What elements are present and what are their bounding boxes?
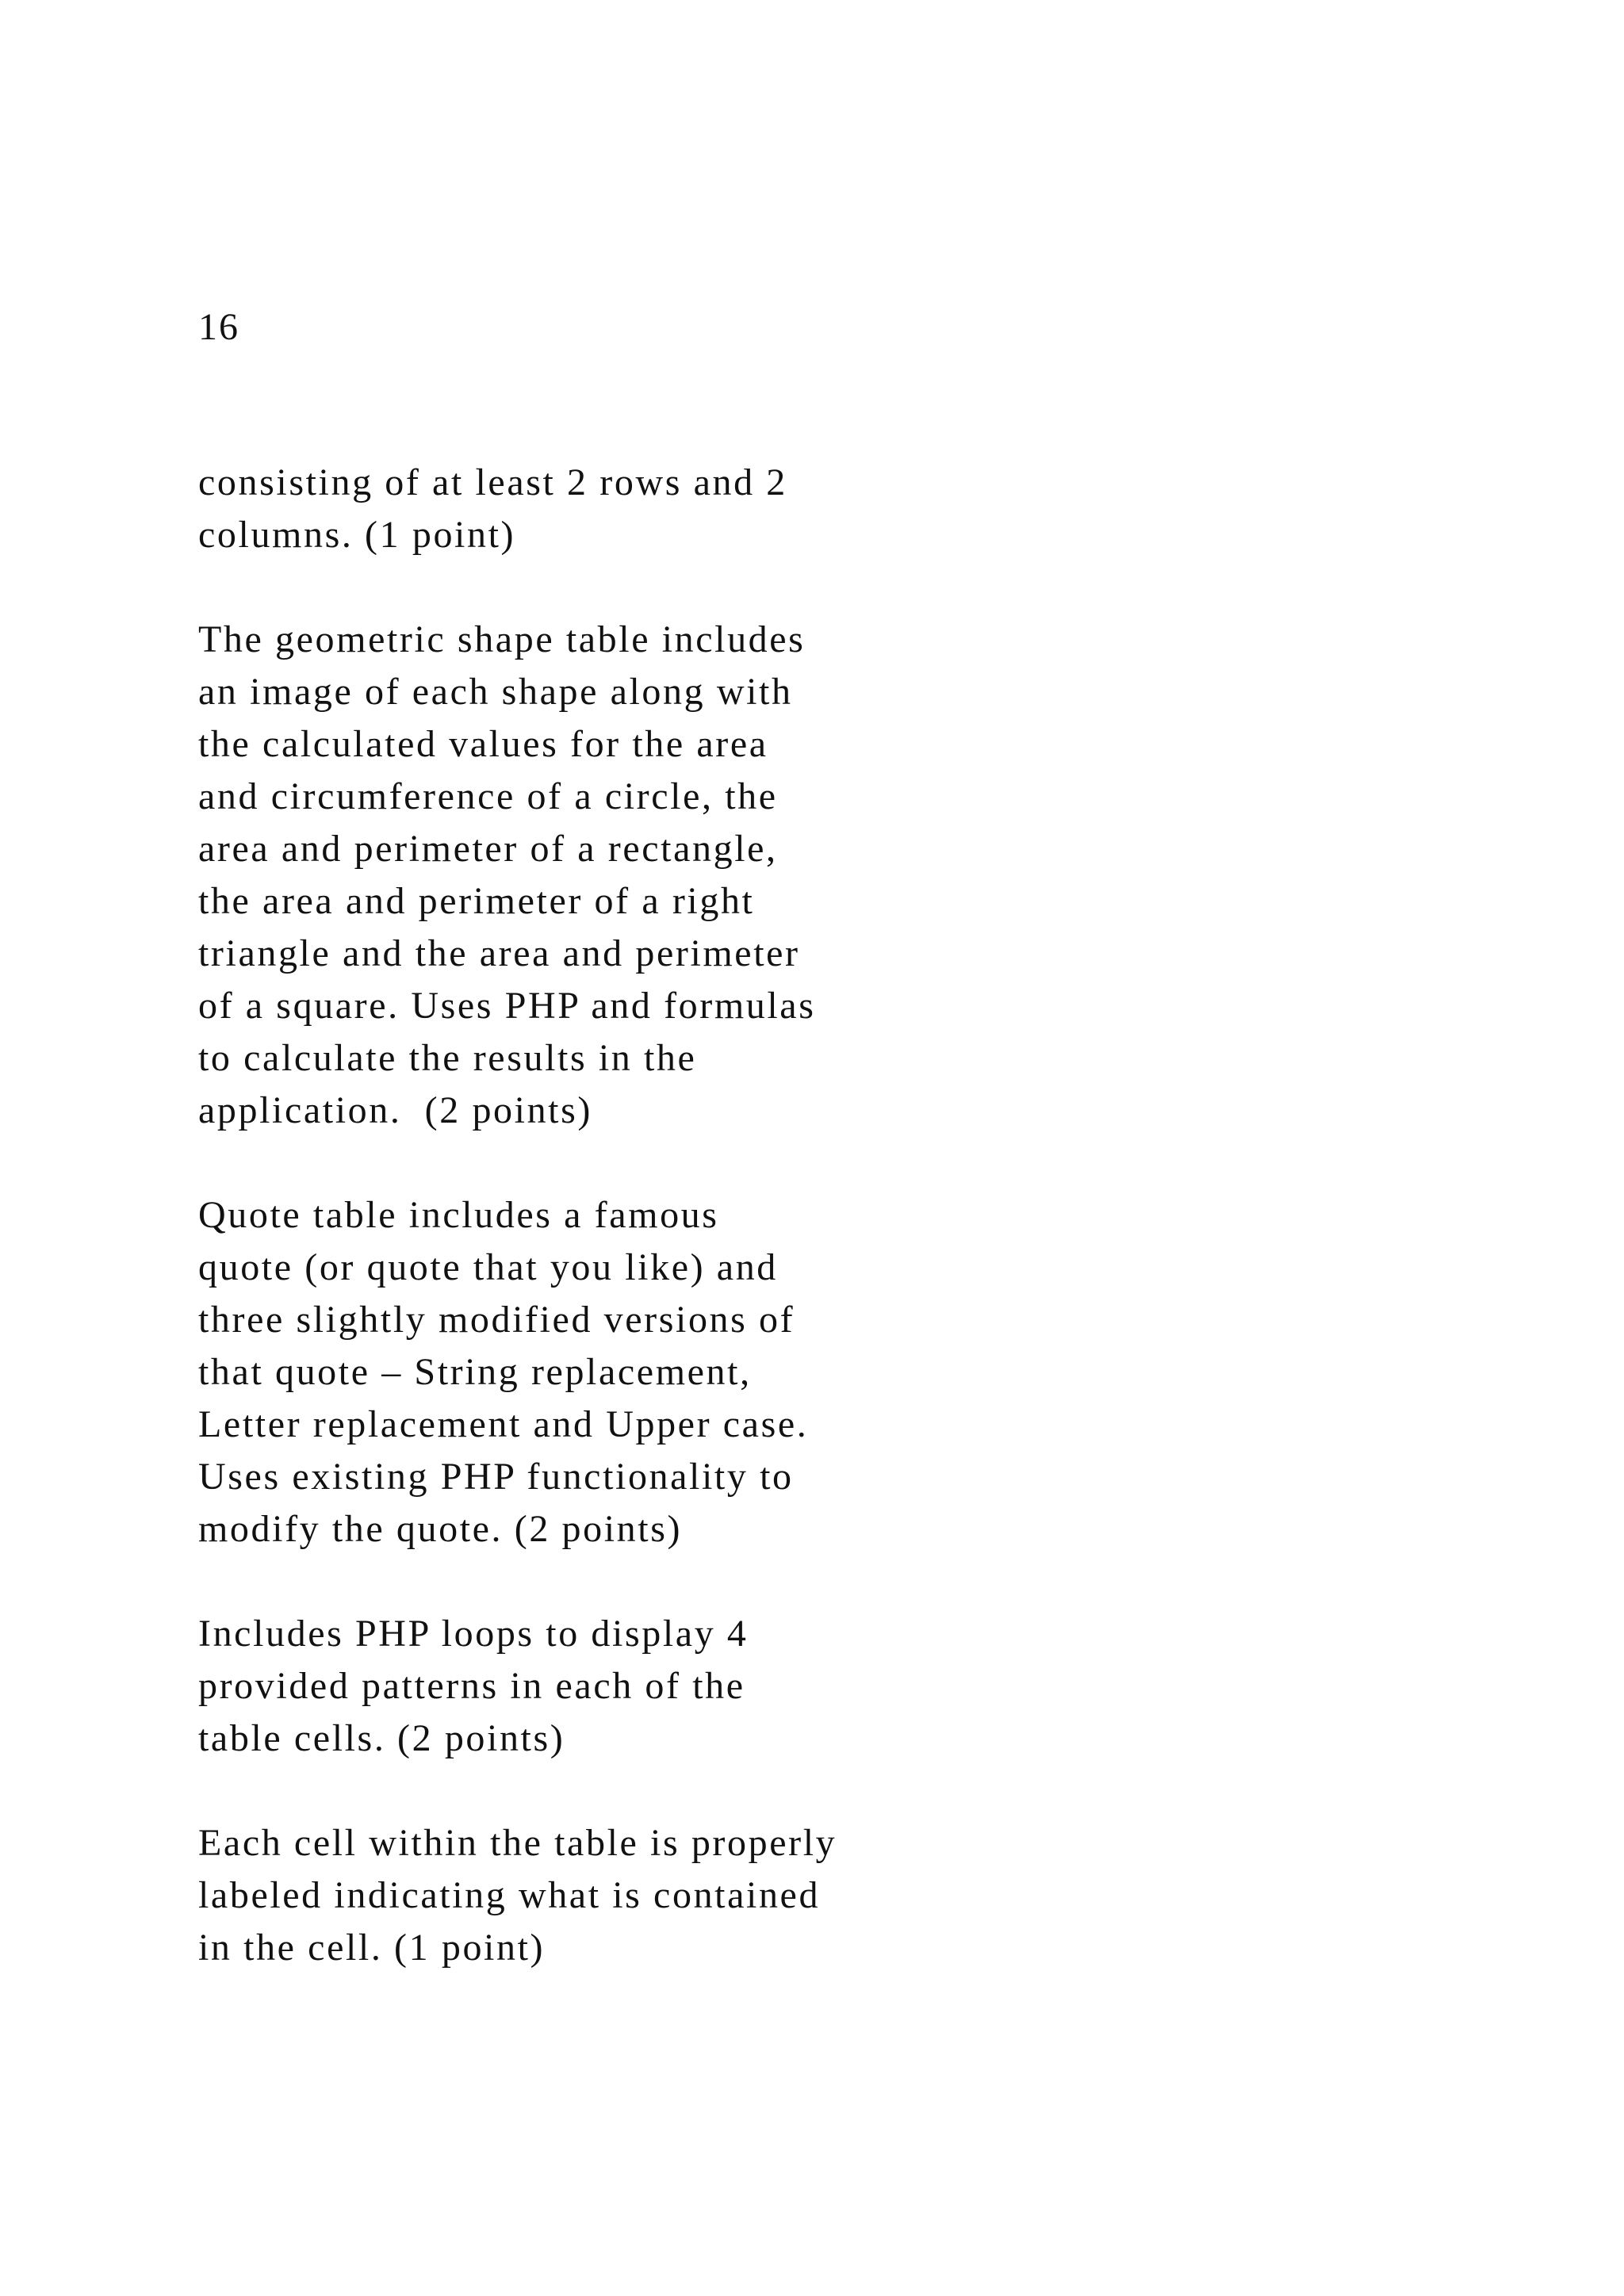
text-line: the area and perimeter of a right [198,880,755,922]
text-line: that quote – String replacement, [198,1351,752,1393]
text-line: Uses existing PHP functionality to [198,1456,794,1498]
text-line: the calculated values for the area [198,723,768,765]
paragraph-quote-table [198,1189,1388,1556]
text-line: labeled indicating what is contained [198,1874,821,1916]
text-line: area and perimeter of a rectangle, [198,828,778,870]
text-line: Each cell within the table is properly [198,1822,837,1864]
text-line: The geometric shape table includes [198,618,806,660]
paragraph-table-structure [198,457,1388,561]
page-number: 16 [198,306,239,348]
text-line: to calculate the results in the [198,1037,697,1079]
text-line: triangle and the area and perimeter [198,932,800,974]
text-line: consisting of at least 2 rows and 2 [198,461,787,503]
body-text [198,457,1388,2026]
text-line: an image of each shape along with [198,671,793,713]
text-line: provided patterns in each of the [198,1665,745,1707]
text-line: in the cell. (1 point) [198,1927,546,1969]
text-line: columns. (1 point) [198,514,516,556]
text-line: table cells. (2 points) [198,1717,565,1759]
text-line: of a square. Uses PHP and formulas [198,985,816,1027]
paragraph-geometric-shape-table [198,614,1388,1137]
text-line: application. (2 points) [198,1089,592,1131]
text-line: and circumference of a circle, the [198,775,778,817]
text-line: Includes PHP loops to display 4 [198,1613,749,1655]
text-line: Letter replacement and Upper case. [198,1403,809,1445]
text-line: three slightly modified versions of [198,1299,795,1341]
text-line: quote (or quote that you like) and [198,1246,778,1288]
text-line: Quote table includes a famous [198,1194,719,1236]
text-line: modify the quote. (2 points) [198,1508,683,1550]
paragraph-cell-labels [198,1817,1388,1974]
paragraph-php-loops [198,1608,1388,1765]
